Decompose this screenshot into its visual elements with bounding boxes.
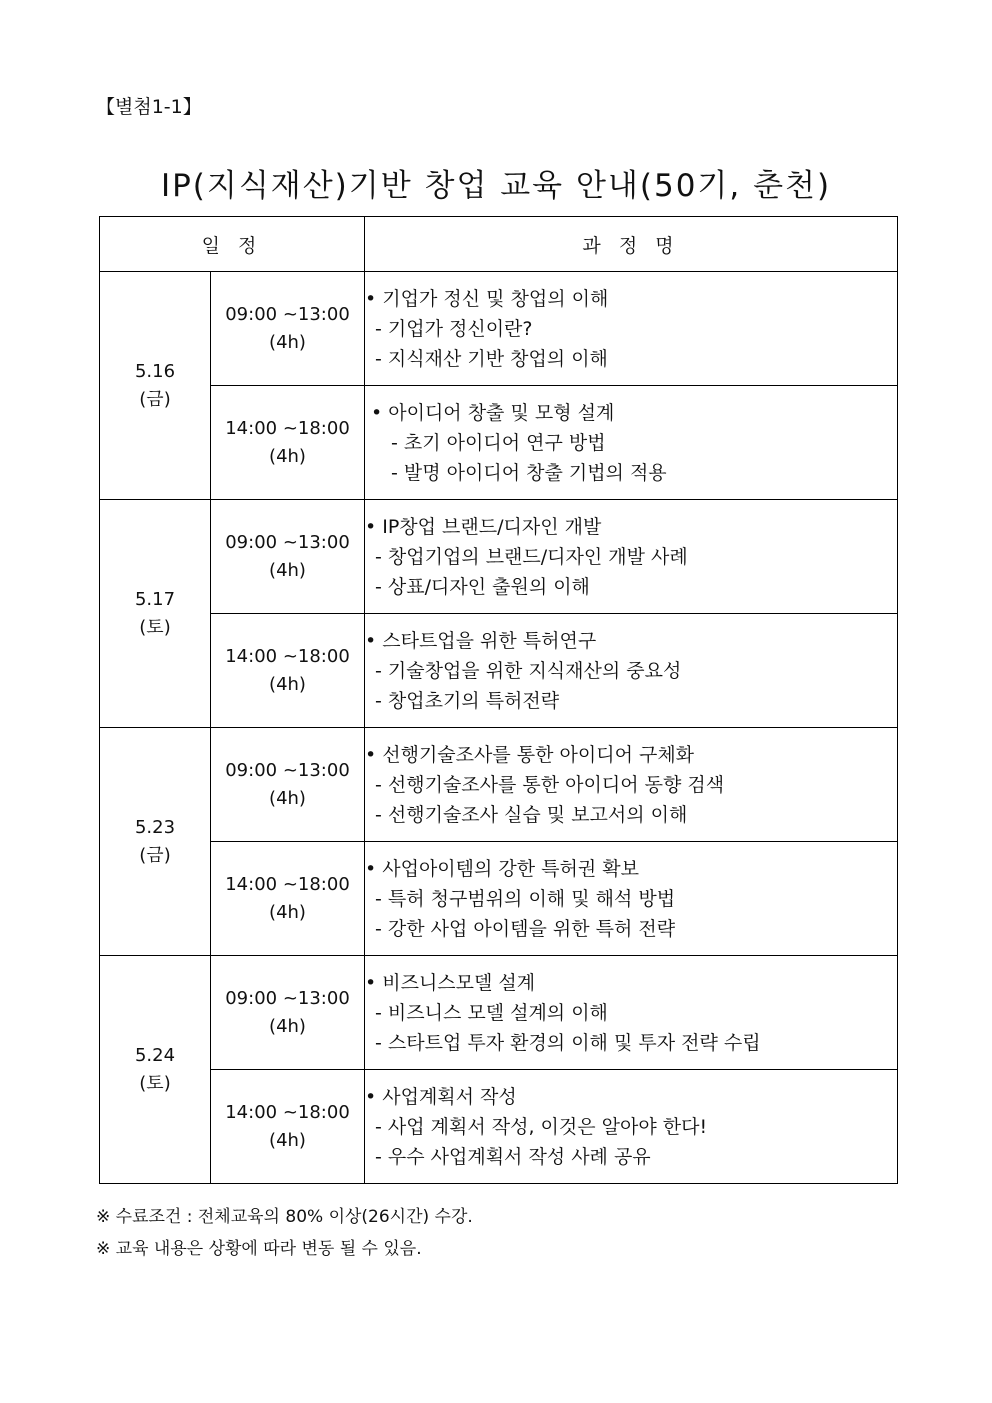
duration: (4h) [269,901,306,923]
course-schedule-table [99,216,898,1184]
table-row [100,842,898,956]
date-cell [100,728,211,956]
duration: (4h) [269,787,306,809]
course-title: • 스타트업을 위한 특허연구 [365,629,597,652]
completion-requirement-note: ※ 수료조건 : 전체교육의 80% 이상(26시간) 수강. [96,1207,473,1227]
course-topic: - 상표/디자인 출원의 이해 [375,575,590,598]
duration: (4h) [269,559,306,581]
course-topic: - 발명 아이디어 창출 기법의 적용 [391,461,667,484]
date: 5.17 [134,588,176,610]
weekday: (금) [139,844,171,866]
weekday: (토) [139,1072,171,1094]
date: 5.24 [134,1044,176,1066]
time-cell [211,500,365,614]
time-cell [211,728,365,842]
course-topic: - 특허 청구범위의 이해 및 해석 방법 [375,887,676,910]
duration: (4h) [269,1015,306,1037]
table-row [100,272,898,386]
duration: (4h) [269,445,306,467]
table-row [100,500,898,614]
attachment-label: 【별첨1-1】 [96,96,202,118]
course-topic: - 선행기술조사를 통한 아이디어 동향 검색 [375,773,725,796]
duration: (4h) [269,673,306,695]
footnotes [96,1201,473,1265]
course-cell [365,728,898,842]
course-topic: - 창업기업의 브랜드/디자인 개발 사례 [375,545,688,568]
time-cell [211,842,365,956]
table-row [100,386,898,500]
course-cell [365,272,898,386]
time-range: 09:00 ~13:00 [225,759,350,781]
date-cell [100,956,211,1184]
course-title: • 선행기술조사를 통한 아이디어 구체화 [365,743,695,766]
course-cell [365,1070,898,1184]
course-title: • 사업아이템의 강한 특허권 확보 [365,857,639,880]
table-row [100,728,898,842]
date: 5.16 [134,360,176,382]
course-cell [365,614,898,728]
course-topic: - 스타트업 투자 환경의 이해 및 투자 전략 수립 [375,1031,761,1054]
course-title: • 비즈니스모델 설계 [365,971,536,994]
course-title: • 아이디어 창출 및 모형 설계 [371,401,615,424]
course-topic: - 창업초기의 특허전략 [375,689,560,712]
course-topic: - 선행기술조사 실습 및 보고서의 이해 [375,803,688,826]
course-topic: - 비즈니스 모델 설계의 이해 [375,1001,608,1024]
page-title: IP(지식재산)기반 창업 교육 안내(50기, 춘천) [160,168,832,204]
time-cell [211,1070,365,1184]
table-row [100,614,898,728]
time-range: 09:00 ~13:00 [225,303,350,325]
course-cell [365,386,898,500]
time-range: 14:00 ~18:00 [225,873,350,895]
course-title: • 기업가 정신 및 창업의 이해 [365,287,609,310]
header-course: 과 정 명 [365,217,898,272]
time-cell [211,956,365,1070]
date-cell [100,500,211,728]
course-topic: - 초기 아이디어 연구 방법 [391,431,606,454]
time-range: 14:00 ~18:00 [225,417,350,439]
time-range: 14:00 ~18:00 [225,645,350,667]
course-title: • IP창업 브랜드/디자인 개발 [365,515,602,538]
duration: (4h) [269,331,306,353]
time-cell [211,386,365,500]
schedule-change-note: ※ 교육 내용은 상황에 따라 변동 될 수 있음. [96,1239,422,1259]
table-row [100,1070,898,1184]
course-topic: - 우수 사업계획서 작성 사례 공유 [375,1145,651,1168]
course-title: • 사업계획서 작성 [365,1085,517,1108]
course-cell [365,500,898,614]
date: 5.23 [134,816,176,838]
duration: (4h) [269,1129,306,1151]
course-cell [365,956,898,1070]
course-topic: - 사업 계획서 작성, 이것은 알아야 한다! [375,1115,708,1138]
header-schedule: 일 정 [100,217,365,272]
course-cell [365,842,898,956]
date-cell [100,272,211,500]
table-row [100,956,898,1070]
weekday: (토) [139,616,171,638]
time-cell [211,614,365,728]
course-topic: - 지식재산 기반 창업의 이해 [375,347,608,370]
time-range: 14:00 ~18:00 [225,1101,350,1123]
time-range: 09:00 ~13:00 [225,531,350,553]
time-range: 09:00 ~13:00 [225,987,350,1009]
course-topic: - 기업가 정신이란? [375,317,533,340]
table-header-row [100,217,898,272]
course-topic: - 기술창업을 위한 지식재산의 중요성 [375,659,682,682]
weekday: (금) [139,388,171,410]
course-topic: - 강한 사업 아이템을 위한 특허 전략 [375,917,676,940]
time-cell [211,272,365,386]
